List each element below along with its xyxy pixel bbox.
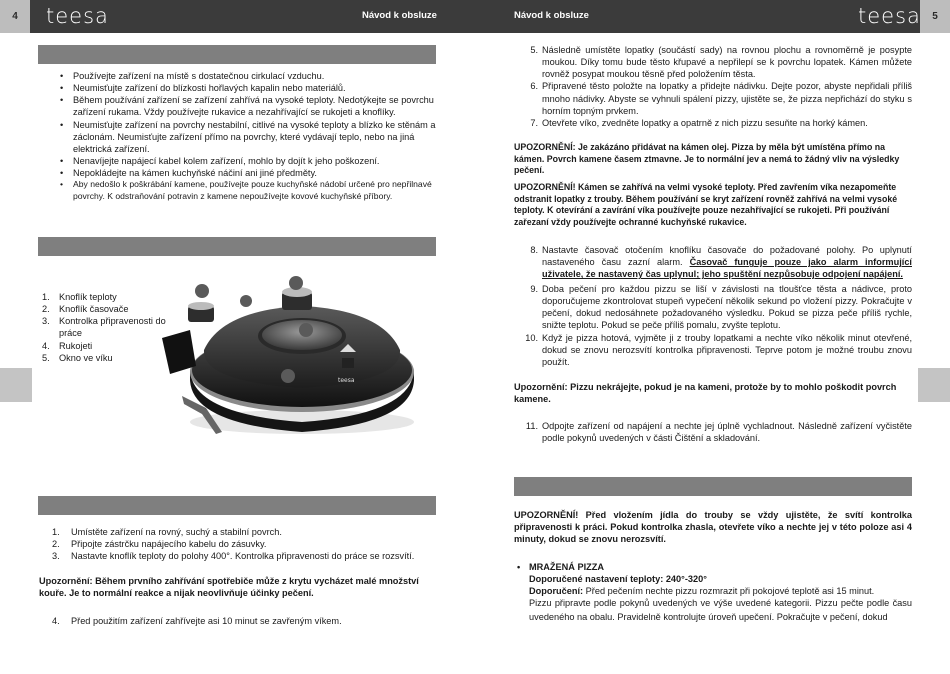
use-steps-b	[514, 283, 912, 368]
warning-cutting: Upozornění: Pizzu nekrájejte, pokud je na kameni, protože by to mohlo poškodit povrch kamene.	[514, 382, 897, 405]
list-item: 5. Následně umístěte lopatky (součástí sady) na rovnou plochu a rovnoměrně je posypte moukou. Díky tomu bude těsto křupavé a nepřilepí se k povrchu lopatek. Kámen můžete rovněž posypat moukou těsně před položením těsta.	[530, 45, 912, 80]
brand-logo-right: teesa	[858, 4, 921, 28]
safety-list	[60, 70, 438, 202]
list-item: • Aby nedošlo k poškrábání kamene, používejte pouze kuchyňské nádobí určené pro nepřilnavé povrchy. K odstraňování potravin z kamene nepoužívejte kovové kuchyňské příbory.	[60, 179, 438, 202]
list-item: 1. Umístěte zařízení na rovný, suchý a stabilní povrch.	[52, 527, 282, 537]
list-item: 9. Doba pečení pro každou pizzu se liší v závislosti na tloušťce těsta a nádivce, proto doporučujeme zkontrolovat stupeň vypečení několik sekund po vložení pizzy. Pokračujte v pečení, dokud nedosáhnete požadovaného výsledku. Pokud se pizza peče příliš rychle, snižte teplotu. Pokud se peče příliš pomalu, zvyšte teplotu.	[530, 284, 912, 331]
section-bar-recipes	[514, 477, 912, 496]
page-number-left: 4	[0, 0, 30, 33]
header-title-left: Návod k obsluze	[362, 10, 437, 21]
list-item: 5. Okno ve víku	[42, 352, 113, 363]
list-item: 2. Knoflík časovače	[42, 304, 129, 315]
side-tab-right	[918, 368, 950, 402]
use-step-8	[514, 244, 912, 280]
timer-note: Časovač funguje pouze jako alarm informující uživatele, že nastavený čas uplynul; jeho spuštění nezpůsobuje odpojení napájení.	[542, 257, 912, 280]
prep-steps	[52, 526, 438, 562]
list-item: 4. Rukojeti	[42, 340, 93, 351]
frozen-pizza-body: Pizzu připravte podle pokynů uvedených ve výše uvedené kategorii. Pizzu pečte podle času uvedeného na obalu. Pravidelně kontrolujte úroveň upečení. Pokračujte v pečení, dokud	[529, 598, 912, 623]
frozen-pizza-temp: Doporučené nastavení teploty: 240°-320°	[529, 574, 707, 585]
header-bar	[0, 0, 950, 33]
prep-warning: Upozornění: Během prvního zahřívání spotřebiče může z krytu vycházet malé množství kouře. Je to normální reakce a nijak neovlivňuje účinky pečení.	[39, 576, 419, 599]
brand-logo-left: teesa	[46, 4, 109, 28]
warning-oil: UPOZORNĚNÍ: Je zakázáno přidávat na kámen olej. Pizza by měla být umístěna přímo na kámen. Povrch kamene časem ztmavne. Je to normální jev a nemá to žádný vliv na výsledky pečení.	[514, 142, 900, 176]
list-item: • Během používání zařízení se zařízení zahřívá na vysoké teploty. Nedotýkejte se povrchu zařízení rukama. Vždy používejte rukavice a nezahřívající se rukojeti a knoflíky.	[60, 94, 438, 118]
use-step-11	[514, 420, 912, 444]
list-item: 3. Kontrolka připravenosti do práce	[42, 316, 166, 339]
list-item: 6. Připravené těsto položte na lopatky a přidejte nádivku. Dejte pozor, abyste nepřidali příliš mnoho nádivky. Abyste se vyhnuli spálení pizzy, ujistěte se, že pizza nepřichází do styku s horním topným prvkem.	[530, 81, 912, 116]
frozen-pizza-section	[516, 561, 912, 625]
list-item: 4. Před použitím zařízení zahřívejte asi 10 minut se zavřeným víkem.	[52, 616, 342, 626]
page-number-right: 5	[920, 0, 950, 33]
pizza-oven-illustration	[162, 272, 424, 442]
section-bar-safety	[38, 45, 436, 64]
list-item: 2. Připojte zástrčku napájecího kabelu do zásuvky.	[52, 539, 267, 550]
list-item: 10. Když je pizza hotová, vyjměte ji z trouby lopatkami a nechte víko několik minut otevřené, dokud se znovu nerozsvítí kontrolka připravenosti. Teprve potom je možné troubu znovu použít.	[525, 332, 912, 367]
list-item: 7. Otevřete víko, zvedněte lopatky a opatrně z nich pizzu sesuňte na horký kámen.	[530, 117, 868, 128]
use-steps-a	[514, 44, 912, 129]
warning-hot-stone: UPOZORNĚNÍ! Kámen se zahřívá na velmi vysoké teploty. Před zavřením víka nezapomeňte odstranit lopatky z trouby. Během používání se kryt zařízení rovněž zahřívá na velmi vysoké teploty. K otevírání a zavírání víka používejte pouze nezahřívající se rukojeti. Při používání zařezaní vždy používejte ochranné kuchyňské rukavice.	[514, 182, 898, 227]
frozen-pizza-title: • MRAŽENÁ PIZZA	[516, 561, 912, 573]
list-item: 8. Nastavte časovač otočením knoflíku časovače do požadované polohy. Po uplynutí nastaveného času zazní alarm. Časovač funguje pouze jako alarm informující uživatele, že nastavený čas uplynul; jeho spuštění nezpůsobuje odpojení napájení.	[530, 245, 912, 280]
recipes-warning: UPOZORNĚNÍ! Před vložením jídla do trouby se vždy ujistěte, že svítí kontrolka připravenosti k práci. Pokud kontrolka zhasla, otevřete víko a nechte jej v této poloze asi 4 minuty, dokud se znovu nerozsvítí.	[514, 510, 912, 545]
side-tab-left	[0, 368, 32, 402]
section-bar-parts	[38, 237, 436, 256]
list-item: • Nenavíjejte napájecí kabel kolem zařízení, mohlo by dojít k jeho poškození.	[60, 155, 438, 167]
frozen-pizza-recommendation: Doporučení: Před pečením nechte pizzu rozmrazit při pokojové teplotě asi 15 minut.	[529, 586, 875, 597]
prep-step-4	[52, 615, 438, 627]
list-item: • Neumisťujte zařízení do blízkosti hořlavých kapalin nebo materiálů.	[60, 82, 438, 94]
list-item: • Nepokládejte na kámen kuchyňské náčiní ani jiné předměty.	[60, 167, 438, 179]
list-item: 3. Nastavte knoflík teploty do polohy 400°. Kontrolka připravenosti do práce se rozsvítí.	[52, 551, 415, 562]
header-title-right: Návod k obsluze	[514, 10, 589, 21]
list-item: 11. Odpojte zařízení od napájení a nechte jej úplně vychladnout. Následně zařízení vyčistěte podle pokynů uvedených v části Čištění a skladování.	[525, 421, 912, 444]
svg-text:teesa: teesa	[338, 377, 355, 384]
list-item: • Používejte zařízení na místě s dostatečnou cirkulací vzduchu.	[60, 70, 438, 82]
list-item: • Neumisťujte zařízení na povrchy nestabilní, citlivé na vysoké teploty a blízko ke stěnám a záclonám. Neumisťujte zařízení přímo na povrchy, které vydávají teplo, nebo na jiná elektrická zařízení.	[60, 119, 438, 155]
parts-list	[42, 291, 172, 364]
section-bar-prep	[38, 496, 436, 515]
list-item: 1. Knoflík teploty	[42, 292, 117, 302]
